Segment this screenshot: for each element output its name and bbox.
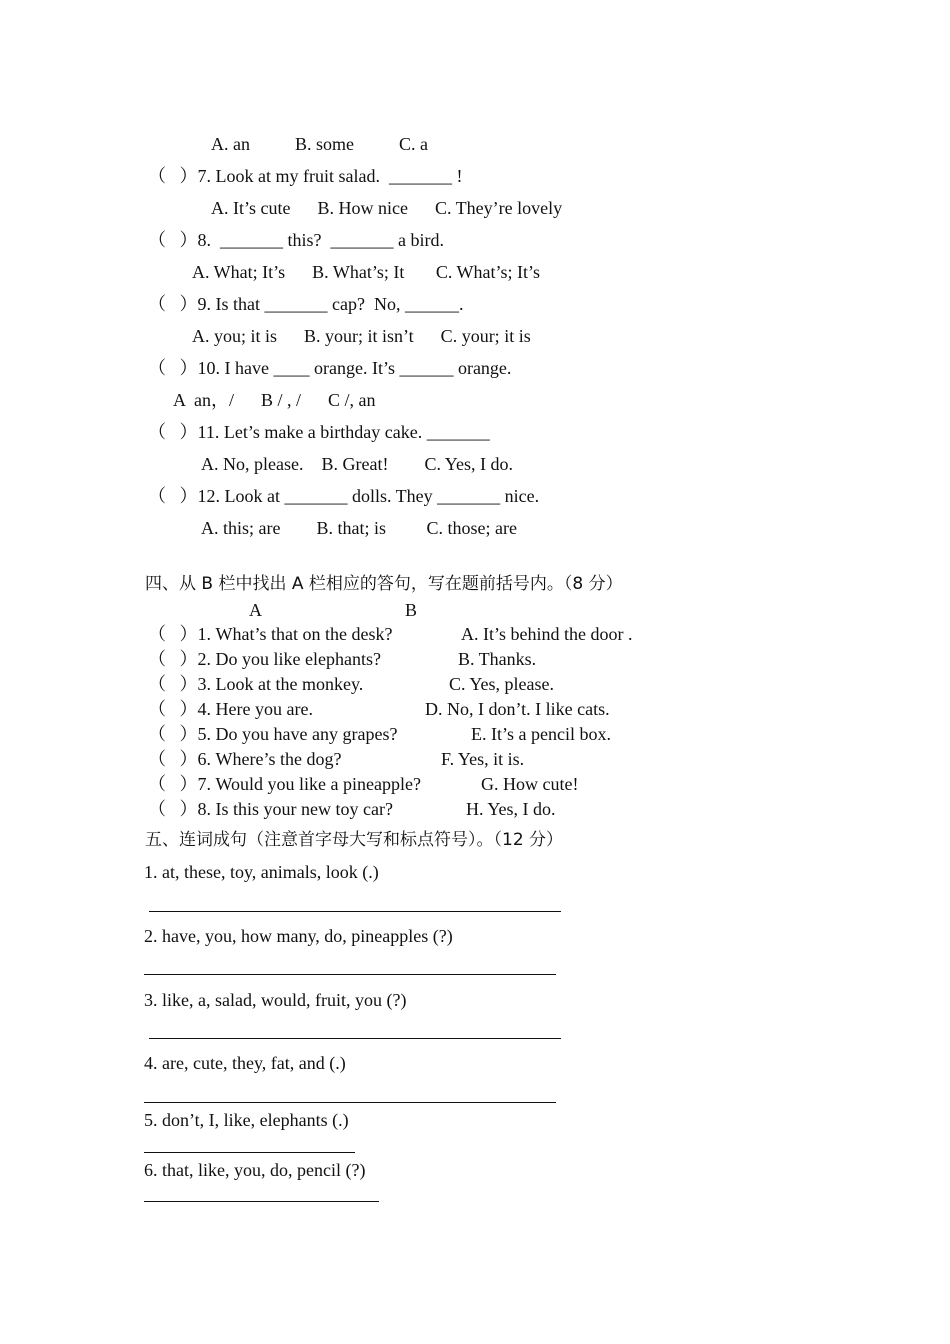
section4-heading: 四、从 B 栏中找出 A 栏相应的答句，写在题前括号内。（8 分） xyxy=(145,574,623,594)
q7-options: A. It’s cute B. How nice C. They’re lovely xyxy=(211,198,563,218)
sentence-prompt: 1. at, these, toy, animals, look (.) xyxy=(144,862,379,882)
sentence-prompt: 6. that, like, you, do, pencil (?) xyxy=(144,1160,366,1180)
q12-question: （ ）12. Look at _______ dolls. They _______ nice. xyxy=(148,486,540,506)
answer-line[interactable] xyxy=(144,1152,355,1153)
column-b-label: B xyxy=(405,600,418,620)
match-answer: B. Thanks. xyxy=(458,649,537,669)
sentence-prompt: 3. like, a, salad, would, fruit, you (?) xyxy=(144,990,407,1010)
match-question: （ ）6. Where’s the dog? xyxy=(148,749,342,769)
match-question: （ ）7. Would you like a pineapple? xyxy=(148,774,421,794)
sentence-prompt: 2. have, you, how many, do, pineapples (?) xyxy=(144,926,453,946)
q12-options: A. this; are B. that; is C. those; are xyxy=(201,518,517,538)
column-a-label: A xyxy=(249,600,262,620)
match-question: （ ）3. Look at the monkey. xyxy=(148,674,364,694)
match-answer: E. It’s a pencil box. xyxy=(471,724,611,744)
answer-line[interactable] xyxy=(149,1038,561,1039)
sentence-prompt: 4. are, cute, they, fat, and (.) xyxy=(144,1053,346,1073)
match-question: （ ）4. Here you are. xyxy=(148,699,313,719)
match-answer: F. Yes, it is. xyxy=(441,749,525,769)
answer-line[interactable] xyxy=(144,974,556,975)
match-answer: D. No, I don’t. I like cats. xyxy=(425,699,610,719)
q10-question: （ ）10. I have ____ orange. It’s ______ orange. xyxy=(148,358,512,378)
q8-question: （ ）8. _______ this? _______ a bird. xyxy=(148,230,444,250)
q9-options: A. you; it is B. your; it isn’t C. your; it is xyxy=(192,326,531,346)
match-question: （ ）1. What’s that on the desk? xyxy=(148,624,393,644)
match-answer: A. It’s behind the door . xyxy=(461,624,633,644)
sentence-prompt: 5. don’t, I, like, elephants (.) xyxy=(144,1110,349,1130)
section5-heading: 五、连词成句（注意首字母大写和标点符号）。（12 分） xyxy=(145,830,564,850)
match-question: （ ）5. Do you have any grapes? xyxy=(148,724,398,744)
match-question: （ ）8. Is this your new toy car? xyxy=(148,799,393,819)
q10-options: A an，/ B / , / C /, an xyxy=(173,390,376,410)
match-question: （ ）2. Do you like elephants? xyxy=(148,649,381,669)
answer-line[interactable] xyxy=(144,1201,379,1202)
q7-question: （ ）7. Look at my fruit salad. _______ ! xyxy=(148,166,463,186)
q8-options: A. What; It’s B. What’s; It C. What’s; It’s xyxy=(192,262,540,282)
answer-line[interactable] xyxy=(149,911,561,912)
q11-options: A. No, please. B. Great! C. Yes, I do. xyxy=(201,454,513,474)
q11-question: （ ）11. Let’s make a birthday cake. _______ xyxy=(148,422,490,442)
q6-options: A. an B. some C. a xyxy=(211,134,428,154)
match-answer: H. Yes, I do. xyxy=(466,799,556,819)
answer-line[interactable] xyxy=(144,1102,556,1103)
match-answer: G. How cute! xyxy=(481,774,579,794)
q9-question: （ ）9. Is that _______ cap? No, ______. xyxy=(148,294,464,314)
match-answer: C. Yes, please. xyxy=(449,674,555,694)
